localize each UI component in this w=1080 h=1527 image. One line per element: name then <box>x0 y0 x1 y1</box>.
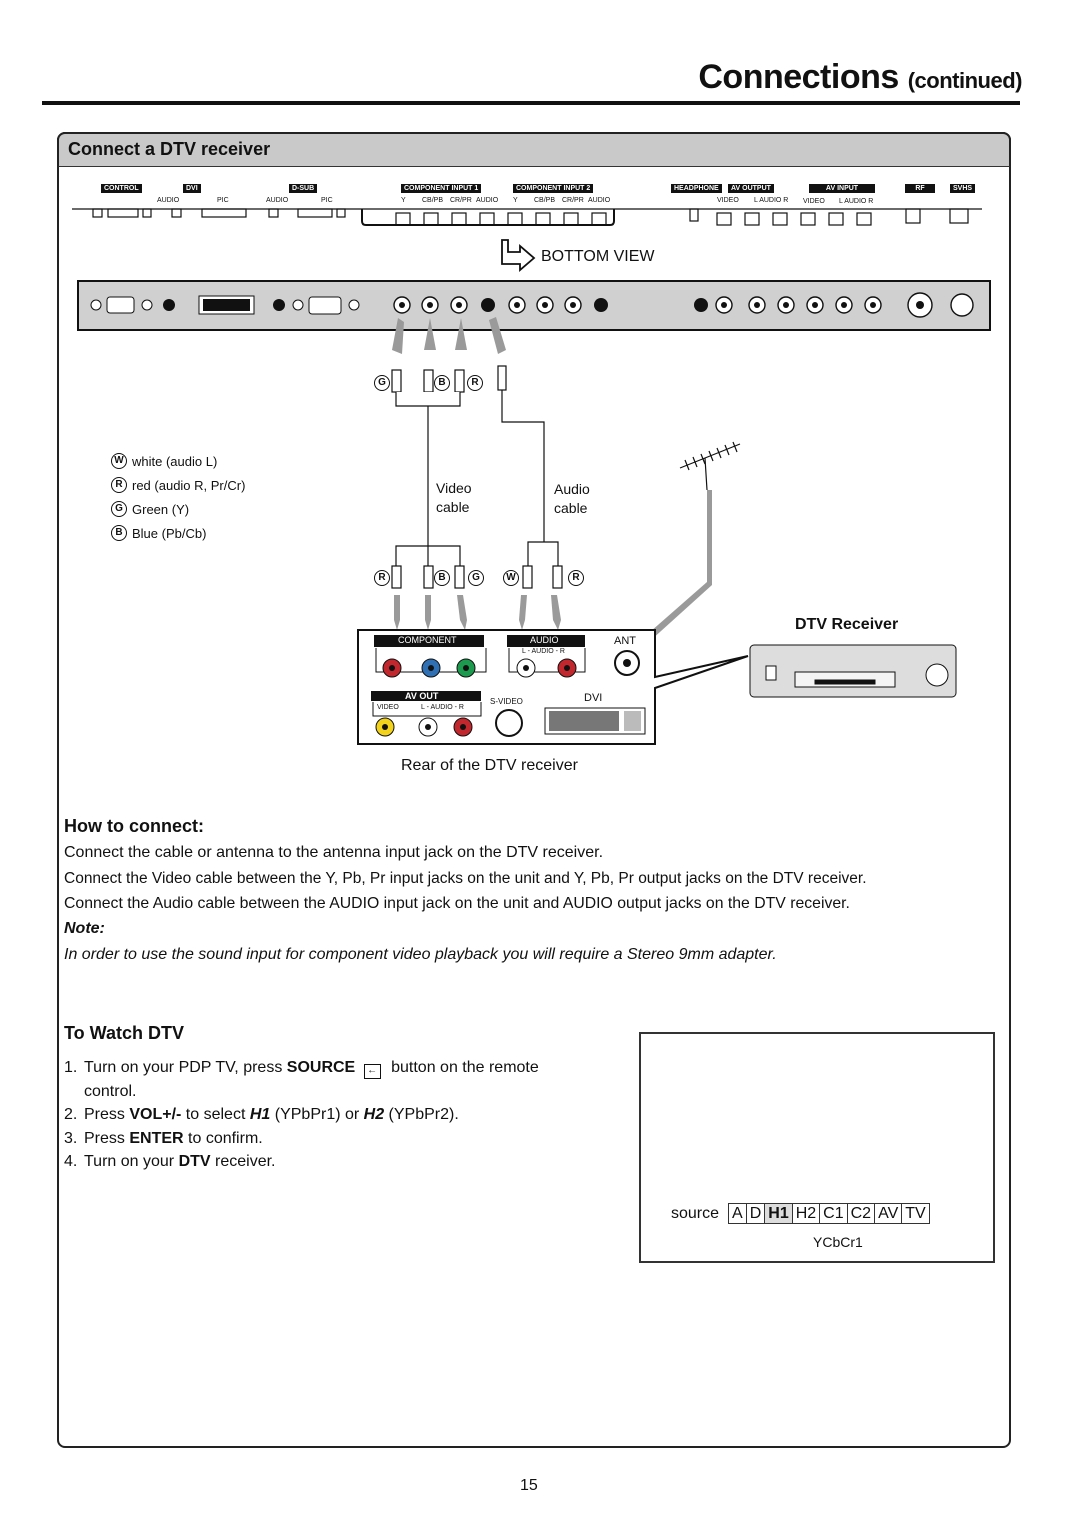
rear-caption: Rear of the DTV receiver <box>401 757 578 774</box>
avin-video: VIDEO <box>803 198 825 205</box>
bottom-view-arrow-icon <box>502 240 534 270</box>
bottom-view-label: BOTTOM VIEW <box>541 248 655 265</box>
step-item <box>64 1127 539 1151</box>
section-title: Connect a DTV receiver <box>68 139 271 159</box>
step-text: to confirm. <box>183 1129 263 1147</box>
source-option-h1[interactable]: H1 <box>764 1203 792 1224</box>
source-option-av[interactable]: AV <box>874 1203 902 1224</box>
comp1-pb: CB/PB <box>422 197 444 204</box>
source-option-a[interactable]: A <box>728 1203 747 1224</box>
step-item-cont <box>64 1080 539 1104</box>
avin-audio: L AUDIO R <box>839 198 874 205</box>
source-option-d[interactable]: D <box>746 1203 766 1224</box>
tag-av-output: AV OUTPUT <box>728 184 774 193</box>
legend-text: white (audio L) <box>132 453 218 469</box>
step-bold: DTV <box>178 1153 211 1170</box>
legend-item <box>111 453 245 469</box>
step-text: Turn on your PDP TV, press <box>84 1059 287 1076</box>
source-option-c1[interactable]: C1 <box>819 1203 847 1224</box>
legend-text: Blue (Pb/Cb) <box>132 525 207 541</box>
note-label: Note: <box>64 920 105 937</box>
audio-cable-line2: cable <box>554 500 588 516</box>
legend-letter: B <box>111 525 127 541</box>
step-bold: ENTER <box>129 1129 184 1147</box>
how-to-line: Connect the cable or antenna to the antenna input jack on the DTV receiver. <box>64 844 604 861</box>
plug-letter: G <box>468 570 484 586</box>
page-number: 15 <box>520 1477 538 1494</box>
rear-dvi-label: DVI <box>584 692 603 704</box>
dvi-pic: PIC <box>217 197 229 204</box>
comp2-pb: CB/PB <box>534 197 556 204</box>
rear-audio-sub: L - AUDIO - R <box>522 648 565 655</box>
tag-control: CONTROL <box>101 184 142 193</box>
step-number: 2. <box>64 1106 78 1123</box>
avout-video: VIDEO <box>717 197 739 204</box>
step-number: 3. <box>64 1129 78 1147</box>
dtv-receiver-label: DTV Receiver <box>795 616 899 633</box>
source-menu <box>671 1203 930 1224</box>
step-item <box>64 1103 539 1127</box>
avout-audio: L AUDIO R <box>754 197 789 204</box>
step-text: button on the remote <box>386 1059 539 1076</box>
antenna-icon <box>680 442 740 490</box>
how-to-title: How to connect: <box>64 816 204 836</box>
rear-svideo-label: S-VIDEO <box>490 697 523 706</box>
legend-letter: G <box>111 501 127 517</box>
plug-letter: G <box>374 375 390 391</box>
source-icon: ← <box>364 1064 381 1079</box>
step-item <box>64 1056 539 1080</box>
step-text: Press <box>84 1106 130 1123</box>
step-text: to select <box>181 1106 250 1123</box>
legend-item <box>111 501 245 517</box>
source-option-c2[interactable]: C2 <box>847 1203 875 1224</box>
step-number: 1. <box>64 1059 78 1076</box>
step-bold: H1 <box>249 1106 271 1123</box>
how-to-line: Connect the Audio cable between the AUDIO input jack on the unit and AUDIO output jacks on the DTV receiver. <box>64 895 850 912</box>
legend-letter: R <box>111 477 127 493</box>
comp1-y: Y <box>401 197 406 204</box>
legend-letter: W <box>111 453 127 469</box>
tag-component-2: COMPONENT INPUT 2 <box>513 184 593 193</box>
plug-letter: B <box>434 375 450 391</box>
plug-letter: W <box>503 570 519 586</box>
rear-av-out-audio: L - AUDIO - R <box>421 704 464 711</box>
how-to-line: Connect the Video cable between the Y, Pb, Pr input jacks on the unit and Y, Pb, Pr output jacks on the DTV receiver. <box>64 870 867 887</box>
video-cable-line1: Video <box>436 480 472 496</box>
header-title: Connections <box>698 58 899 96</box>
step-text: Turn on your <box>84 1153 179 1170</box>
watch-steps <box>64 1056 539 1174</box>
step-text: Press <box>84 1129 130 1147</box>
step-text: (YPbPr2). <box>384 1106 459 1123</box>
tag-dsub: D-SUB <box>289 184 317 193</box>
dvi-audio: AUDIO <box>157 197 180 204</box>
bottom-view-panel <box>78 281 990 330</box>
header-continued: (continued) <box>907 68 1022 93</box>
osd-screen <box>639 1032 995 1263</box>
dsub-audio: AUDIO <box>266 197 289 204</box>
step-text: control. <box>84 1082 137 1100</box>
legend-item <box>111 525 245 541</box>
plug-letter: R <box>374 570 390 586</box>
step-bold: H2 <box>363 1106 385 1123</box>
plug-letter: R <box>568 570 584 586</box>
legend-item <box>111 477 245 493</box>
dtv-receiver-device <box>750 645 956 697</box>
step-bold: SOURCE <box>286 1059 356 1076</box>
top-plugs <box>392 366 544 542</box>
osd-caption: YCbCr1 <box>813 1234 863 1250</box>
comp1-audio: AUDIO <box>476 197 499 204</box>
comp2-audio: AUDIO <box>588 197 611 204</box>
rear-ant-label: ANT <box>614 635 636 647</box>
comp2-y: Y <box>513 197 518 204</box>
rear-av-out-video: VIDEO <box>377 704 399 711</box>
comp2-pr: CR/PR <box>562 197 584 204</box>
source-option-h2[interactable]: H2 <box>792 1203 820 1224</box>
source-label: source <box>671 1204 720 1222</box>
tag-headphone: HEADPHONE <box>671 184 722 193</box>
audio-cable-label <box>554 481 590 516</box>
step-bold: VOL+/- <box>129 1106 182 1123</box>
step-text: receiver. <box>210 1153 276 1170</box>
watch-title: To Watch DTV <box>64 1023 184 1043</box>
plug-letter: R <box>467 375 483 391</box>
audio-cable-line1: Audio <box>554 481 590 497</box>
tag-svhs: SVHS <box>950 184 975 193</box>
rear-av-out-label: AV OUT <box>405 691 439 701</box>
step-text: (YPbPr1) or <box>270 1106 364 1123</box>
legend-text: red (audio R, Pr/Cr) <box>132 477 246 493</box>
plug-letter: B <box>434 570 450 586</box>
rear-audio-label: AUDIO <box>530 635 559 645</box>
rear-component-label: COMPONENT <box>398 635 457 645</box>
top-view-outline <box>72 209 982 225</box>
dsub-pic: PIC <box>321 197 333 204</box>
tag-rf: RF <box>905 184 935 193</box>
step-number: 4. <box>64 1153 78 1170</box>
video-cable-label <box>436 480 472 515</box>
tag-av-input: AV INPUT <box>809 184 875 193</box>
video-cable-line2: cable <box>436 499 470 515</box>
source-option-tv[interactable]: TV <box>901 1203 929 1224</box>
color-legend <box>111 453 245 541</box>
note-text: In order to use the sound input for component video playback you will require a Stereo 9mm adapter. <box>64 946 777 963</box>
legend-text: Green (Y) <box>132 501 190 517</box>
comp1-pr: CR/PR <box>450 197 472 204</box>
step-item <box>64 1150 539 1174</box>
tag-component-1: COMPONENT INPUT 1 <box>401 184 481 193</box>
tag-dvi: DVI <box>183 184 201 193</box>
